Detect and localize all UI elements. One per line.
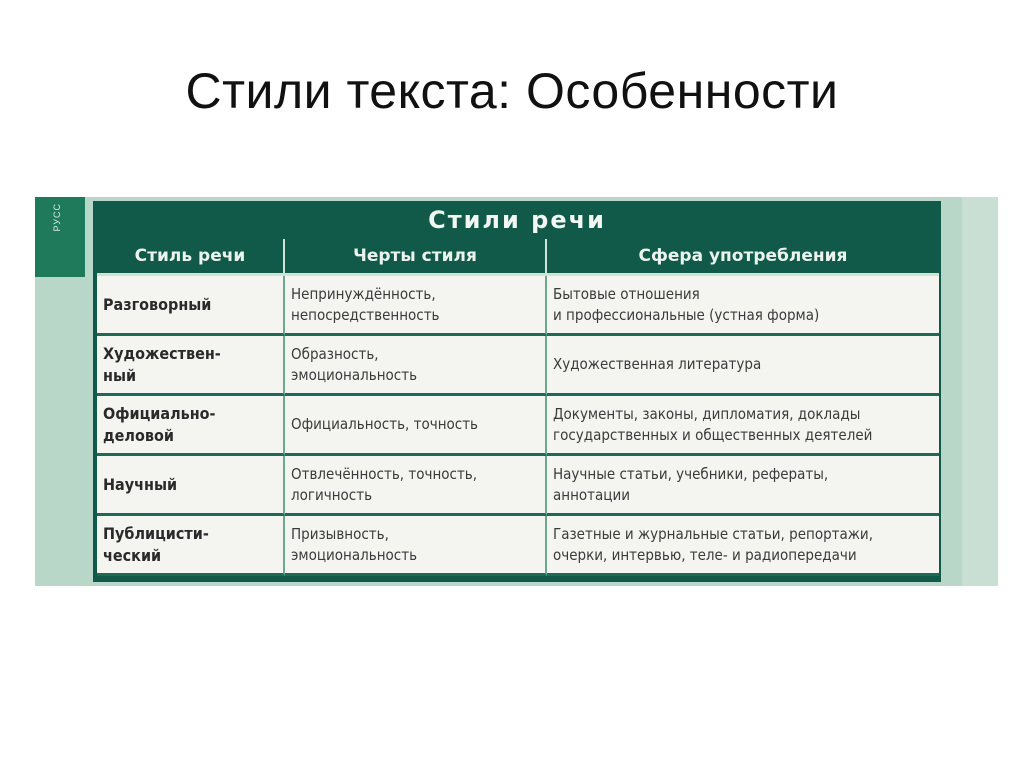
sphere-cell	[547, 396, 939, 456]
style-name-cell	[97, 276, 285, 336]
style-name-cell	[97, 396, 285, 456]
table-row	[97, 456, 939, 516]
traits-cell	[285, 516, 547, 576]
style-traits: Официальность, точность	[291, 415, 479, 433]
sphere-cell	[547, 456, 939, 516]
column-header-sphere: Сфера употребления	[547, 239, 939, 276]
style-sphere: Газетные и журнальные статьи, репортажи, очерки, интервью, теле- и радиопередачи	[553, 524, 873, 564]
side-strip	[962, 197, 998, 586]
table-row	[97, 276, 939, 336]
style-sphere: Бытовые отношения и профессиональные (устная форма)	[553, 284, 820, 324]
style-name-cell	[97, 516, 285, 576]
style-name: Научный	[103, 474, 178, 494]
table-header-row	[97, 239, 939, 276]
style-name: Художествен- ный	[103, 343, 221, 385]
style-name-cell	[97, 336, 285, 396]
column-header-style: Стиль речи	[97, 239, 285, 276]
sphere-cell	[547, 276, 939, 336]
styles-table-image	[35, 197, 998, 586]
traits-cell	[285, 456, 547, 516]
column-header-traits: Черты стиля	[285, 239, 547, 276]
speech-styles-table	[97, 239, 939, 576]
style-traits: Образность, эмоциональность	[291, 344, 418, 384]
sphere-cell	[547, 516, 939, 576]
style-traits: Непринуждённость, непосредственность	[291, 284, 440, 324]
traits-cell	[285, 336, 547, 396]
traits-cell	[285, 276, 547, 336]
traits-cell	[285, 396, 547, 456]
side-tab-text: РУСС	[52, 203, 62, 232]
speech-styles-board	[93, 201, 941, 582]
board-title: Стили речи	[428, 206, 606, 234]
table-row	[97, 516, 939, 576]
style-traits: Отвлечённость, точность, логичность	[291, 464, 478, 504]
style-name: Официально- деловой	[103, 403, 216, 445]
slide-title: Стили текста: Особенности	[185, 63, 839, 119]
style-sphere: Документы, законы, дипломатия, доклады государственных и общественных деятелей	[553, 404, 873, 444]
sphere-cell	[547, 336, 939, 396]
style-traits: Призывность, эмоциональность	[291, 524, 418, 564]
style-name: Разговорный	[103, 294, 212, 314]
side-tab	[35, 197, 85, 277]
style-sphere: Художественная литература	[553, 355, 762, 373]
style-name-cell	[97, 456, 285, 516]
table-row	[97, 336, 939, 396]
style-name: Публицисти- ческий	[103, 523, 209, 565]
style-sphere: Научные статьи, учебники, рефераты, аннотации	[553, 464, 829, 504]
table-row	[97, 396, 939, 456]
